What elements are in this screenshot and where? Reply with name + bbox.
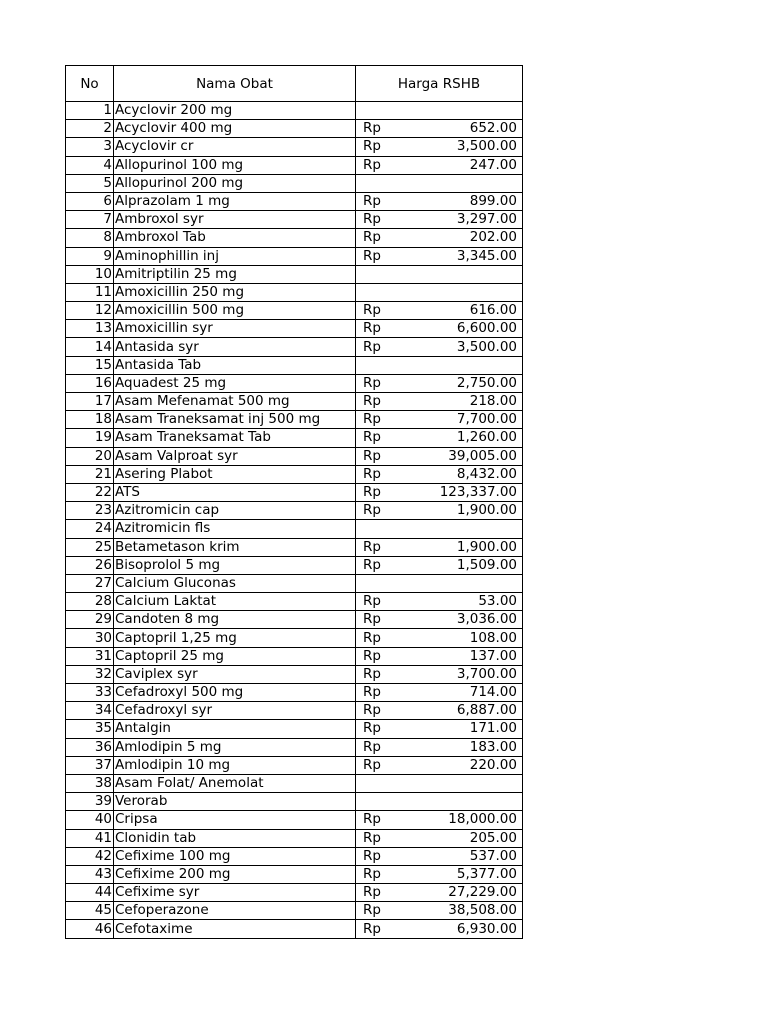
row-number-cell: 35: [66, 720, 114, 738]
drug-name-cell: Allopurinol 100 mg: [114, 156, 356, 174]
price-cell: 247.00: [401, 156, 523, 174]
currency-cell: [356, 793, 401, 811]
price-cell: 171.00: [401, 720, 523, 738]
price-cell: 652.00: [401, 120, 523, 138]
row-number-cell: 21: [66, 465, 114, 483]
currency-cell: Rp: [356, 884, 401, 902]
currency-cell: Rp: [356, 120, 401, 138]
currency-cell: Rp: [356, 847, 401, 865]
table-row: [66, 774, 523, 792]
currency-cell: Rp: [356, 374, 401, 392]
table-row: [66, 247, 523, 265]
row-number-cell: 13: [66, 320, 114, 338]
table-row: [66, 502, 523, 520]
currency-cell: [356, 774, 401, 792]
table-row: [66, 556, 523, 574]
row-number-cell: 27: [66, 574, 114, 592]
currency-cell: Rp: [356, 138, 401, 156]
table-row: [66, 920, 523, 938]
currency-cell: Rp: [356, 684, 401, 702]
price-cell: 1,260.00: [401, 429, 523, 447]
table-row: [66, 720, 523, 738]
drug-name-cell: Asam Traneksamat Tab: [114, 429, 356, 447]
currency-cell: Rp: [356, 538, 401, 556]
price-cell: 6,887.00: [401, 702, 523, 720]
row-number-cell: 42: [66, 847, 114, 865]
row-number-cell: 11: [66, 283, 114, 301]
price-cell: [401, 174, 523, 192]
drug-name-cell: Captopril 1,25 mg: [114, 629, 356, 647]
drug-name-cell: Cripsa: [114, 811, 356, 829]
price-cell: 183.00: [401, 738, 523, 756]
row-number-cell: 5: [66, 174, 114, 192]
table-row: [66, 793, 523, 811]
price-cell: 616.00: [401, 302, 523, 320]
drug-name-cell: Alprazolam 1 mg: [114, 192, 356, 210]
currency-cell: Rp: [356, 811, 401, 829]
currency-cell: Rp: [356, 611, 401, 629]
row-number-cell: 28: [66, 593, 114, 611]
row-number-cell: 37: [66, 756, 114, 774]
table-body: [66, 102, 523, 939]
currency-cell: Rp: [356, 502, 401, 520]
table-row: [66, 338, 523, 356]
price-cell: 537.00: [401, 847, 523, 865]
table-row: [66, 374, 523, 392]
table-row: [66, 702, 523, 720]
currency-cell: Rp: [356, 302, 401, 320]
drug-price-table: [65, 65, 523, 939]
row-number-cell: 25: [66, 538, 114, 556]
drug-name-cell: Cefadroxyl syr: [114, 702, 356, 720]
drug-name-cell: Antasida syr: [114, 338, 356, 356]
row-number-cell: 4: [66, 156, 114, 174]
table-row: [66, 211, 523, 229]
price-cell: 3,036.00: [401, 611, 523, 629]
table-row: [66, 393, 523, 411]
drug-name-cell: Clonidin tab: [114, 829, 356, 847]
currency-cell: Rp: [356, 338, 401, 356]
currency-cell: [356, 174, 401, 192]
row-number-cell: 3: [66, 138, 114, 156]
drug-name-cell: Azitromicin fls: [114, 520, 356, 538]
table-row: [66, 684, 523, 702]
price-cell: 27,229.00: [401, 884, 523, 902]
drug-name-cell: Amlodipin 5 mg: [114, 738, 356, 756]
header-row: [66, 66, 523, 102]
price-cell: 220.00: [401, 756, 523, 774]
table-row: [66, 283, 523, 301]
row-number-cell: 10: [66, 265, 114, 283]
drug-name-cell: Cefixime 100 mg: [114, 847, 356, 865]
header-price: Harga RSHB: [356, 66, 523, 102]
currency-cell: Rp: [356, 629, 401, 647]
price-cell: [401, 520, 523, 538]
table-row: [66, 192, 523, 210]
table-row: [66, 447, 523, 465]
currency-cell: Rp: [356, 702, 401, 720]
row-number-cell: 17: [66, 393, 114, 411]
table-row: [66, 647, 523, 665]
currency-cell: Rp: [356, 865, 401, 883]
price-cell: [401, 356, 523, 374]
header-drug-name: Nama Obat: [114, 66, 356, 102]
row-number-cell: 8: [66, 229, 114, 247]
table-row: [66, 829, 523, 847]
drug-name-cell: Antasida Tab: [114, 356, 356, 374]
price-cell: 1,900.00: [401, 538, 523, 556]
price-cell: 123,337.00: [401, 483, 523, 501]
currency-cell: Rp: [356, 429, 401, 447]
currency-cell: [356, 283, 401, 301]
price-cell: 1,509.00: [401, 556, 523, 574]
price-cell: 53.00: [401, 593, 523, 611]
drug-name-cell: Ambroxol syr: [114, 211, 356, 229]
row-number-cell: 16: [66, 374, 114, 392]
table-row: [66, 483, 523, 501]
table-row: [66, 574, 523, 592]
row-number-cell: 40: [66, 811, 114, 829]
drug-name-cell: Aquadest 25 mg: [114, 374, 356, 392]
price-cell: [401, 265, 523, 283]
currency-cell: Rp: [356, 411, 401, 429]
currency-cell: Rp: [356, 556, 401, 574]
price-cell: 5,377.00: [401, 865, 523, 883]
row-number-cell: 14: [66, 338, 114, 356]
table-row: [66, 465, 523, 483]
currency-cell: Rp: [356, 483, 401, 501]
drug-name-cell: Amoxicillin syr: [114, 320, 356, 338]
drug-name-cell: Betametason krim: [114, 538, 356, 556]
price-cell: 38,508.00: [401, 902, 523, 920]
drug-name-cell: Caviplex syr: [114, 665, 356, 683]
currency-cell: [356, 356, 401, 374]
row-number-cell: 23: [66, 502, 114, 520]
table-row: [66, 265, 523, 283]
currency-cell: Rp: [356, 738, 401, 756]
price-cell: 218.00: [401, 393, 523, 411]
currency-cell: [356, 520, 401, 538]
row-number-cell: 1: [66, 102, 114, 120]
table-row: [66, 411, 523, 429]
currency-cell: Rp: [356, 447, 401, 465]
drug-name-cell: Captopril 25 mg: [114, 647, 356, 665]
table-row: [66, 120, 523, 138]
row-number-cell: 2: [66, 120, 114, 138]
table-row: [66, 865, 523, 883]
drug-name-cell: Amlodipin 10 mg: [114, 756, 356, 774]
row-number-cell: 15: [66, 356, 114, 374]
drug-name-cell: Azitromicin cap: [114, 502, 356, 520]
price-cell: 8,432.00: [401, 465, 523, 483]
price-cell: 899.00: [401, 192, 523, 210]
drug-name-cell: Aminophillin inj: [114, 247, 356, 265]
drug-name-cell: Acyclovir cr: [114, 138, 356, 156]
row-number-cell: 31: [66, 647, 114, 665]
row-number-cell: 7: [66, 211, 114, 229]
price-cell: [401, 774, 523, 792]
drug-name-cell: Calcium Laktat: [114, 593, 356, 611]
drug-name-cell: Verorab: [114, 793, 356, 811]
price-cell: 3,297.00: [401, 211, 523, 229]
row-number-cell: 22: [66, 483, 114, 501]
currency-cell: [356, 574, 401, 592]
row-number-cell: 43: [66, 865, 114, 883]
row-number-cell: 24: [66, 520, 114, 538]
drug-name-cell: ATS: [114, 483, 356, 501]
price-cell: 108.00: [401, 629, 523, 647]
currency-cell: Rp: [356, 320, 401, 338]
currency-cell: Rp: [356, 720, 401, 738]
table-row: [66, 356, 523, 374]
currency-cell: Rp: [356, 647, 401, 665]
table-row: [66, 902, 523, 920]
price-cell: [401, 574, 523, 592]
row-number-cell: 38: [66, 774, 114, 792]
currency-cell: Rp: [356, 593, 401, 611]
currency-cell: Rp: [356, 756, 401, 774]
currency-cell: Rp: [356, 229, 401, 247]
drug-name-cell: Acyclovir 400 mg: [114, 120, 356, 138]
row-number-cell: 30: [66, 629, 114, 647]
price-cell: 714.00: [401, 684, 523, 702]
drug-name-cell: Calcium Gluconas: [114, 574, 356, 592]
table-row: [66, 320, 523, 338]
table-row: [66, 629, 523, 647]
drug-name-cell: Cefoperazone: [114, 902, 356, 920]
price-cell: [401, 793, 523, 811]
currency-cell: Rp: [356, 393, 401, 411]
row-number-cell: 32: [66, 665, 114, 683]
price-cell: 39,005.00: [401, 447, 523, 465]
table-row: [66, 102, 523, 120]
drug-name-cell: Antalgin: [114, 720, 356, 738]
table-row: [66, 429, 523, 447]
price-cell: 205.00: [401, 829, 523, 847]
table-row: [66, 520, 523, 538]
drug-name-cell: Bisoprolol 5 mg: [114, 556, 356, 574]
table-row: [66, 302, 523, 320]
drug-name-cell: Acyclovir 200 mg: [114, 102, 356, 120]
row-number-cell: 6: [66, 192, 114, 210]
row-number-cell: 39: [66, 793, 114, 811]
table-row: [66, 884, 523, 902]
row-number-cell: 36: [66, 738, 114, 756]
price-cell: 3,500.00: [401, 138, 523, 156]
table-row: [66, 738, 523, 756]
drug-name-cell: Allopurinol 200 mg: [114, 174, 356, 192]
table-row: [66, 847, 523, 865]
price-cell: 2,750.00: [401, 374, 523, 392]
drug-name-cell: Candoten 8 mg: [114, 611, 356, 629]
currency-cell: Rp: [356, 192, 401, 210]
drug-name-cell: Cefadroxyl 500 mg: [114, 684, 356, 702]
currency-cell: [356, 265, 401, 283]
drug-name-cell: Amoxicillin 250 mg: [114, 283, 356, 301]
price-cell: [401, 102, 523, 120]
currency-cell: Rp: [356, 829, 401, 847]
drug-name-cell: Amitriptilin 25 mg: [114, 265, 356, 283]
price-cell: 6,930.00: [401, 920, 523, 938]
row-number-cell: 33: [66, 684, 114, 702]
price-cell: 6,600.00: [401, 320, 523, 338]
table-row: [66, 665, 523, 683]
price-cell: 137.00: [401, 647, 523, 665]
drug-name-cell: Asam Mefenamat 500 mg: [114, 393, 356, 411]
price-cell: 3,700.00: [401, 665, 523, 683]
currency-cell: Rp: [356, 665, 401, 683]
drug-name-cell: Asam Valproat syr: [114, 447, 356, 465]
drug-name-cell: Cefixime syr: [114, 884, 356, 902]
row-number-cell: 41: [66, 829, 114, 847]
table-row: [66, 229, 523, 247]
drug-name-cell: Asam Folat/ Anemolat: [114, 774, 356, 792]
currency-cell: [356, 102, 401, 120]
price-cell: 202.00: [401, 229, 523, 247]
currency-cell: Rp: [356, 465, 401, 483]
currency-cell: Rp: [356, 247, 401, 265]
row-number-cell: 34: [66, 702, 114, 720]
drug-name-cell: Ambroxol Tab: [114, 229, 356, 247]
price-cell: 7,700.00: [401, 411, 523, 429]
table-row: [66, 538, 523, 556]
table-row: [66, 593, 523, 611]
table-row: [66, 138, 523, 156]
price-cell: 18,000.00: [401, 811, 523, 829]
row-number-cell: 45: [66, 902, 114, 920]
price-cell: 1,900.00: [401, 502, 523, 520]
price-cell: [401, 283, 523, 301]
table-row: [66, 811, 523, 829]
row-number-cell: 46: [66, 920, 114, 938]
row-number-cell: 9: [66, 247, 114, 265]
table-row: [66, 756, 523, 774]
row-number-cell: 20: [66, 447, 114, 465]
drug-name-cell: Asam Traneksamat inj 500 mg: [114, 411, 356, 429]
currency-cell: Rp: [356, 156, 401, 174]
currency-cell: Rp: [356, 920, 401, 938]
drug-name-cell: Cefotaxime: [114, 920, 356, 938]
row-number-cell: 12: [66, 302, 114, 320]
table-row: [66, 156, 523, 174]
drug-name-cell: Asering Plabot: [114, 465, 356, 483]
price-cell: 3,500.00: [401, 338, 523, 356]
header-no: No: [66, 66, 114, 102]
row-number-cell: 29: [66, 611, 114, 629]
currency-cell: Rp: [356, 211, 401, 229]
row-number-cell: 19: [66, 429, 114, 447]
row-number-cell: 44: [66, 884, 114, 902]
table-row: [66, 174, 523, 192]
row-number-cell: 18: [66, 411, 114, 429]
row-number-cell: 26: [66, 556, 114, 574]
drug-name-cell: Amoxicillin 500 mg: [114, 302, 356, 320]
currency-cell: Rp: [356, 902, 401, 920]
drug-name-cell: Cefixime 200 mg: [114, 865, 356, 883]
price-cell: 3,345.00: [401, 247, 523, 265]
table-row: [66, 611, 523, 629]
